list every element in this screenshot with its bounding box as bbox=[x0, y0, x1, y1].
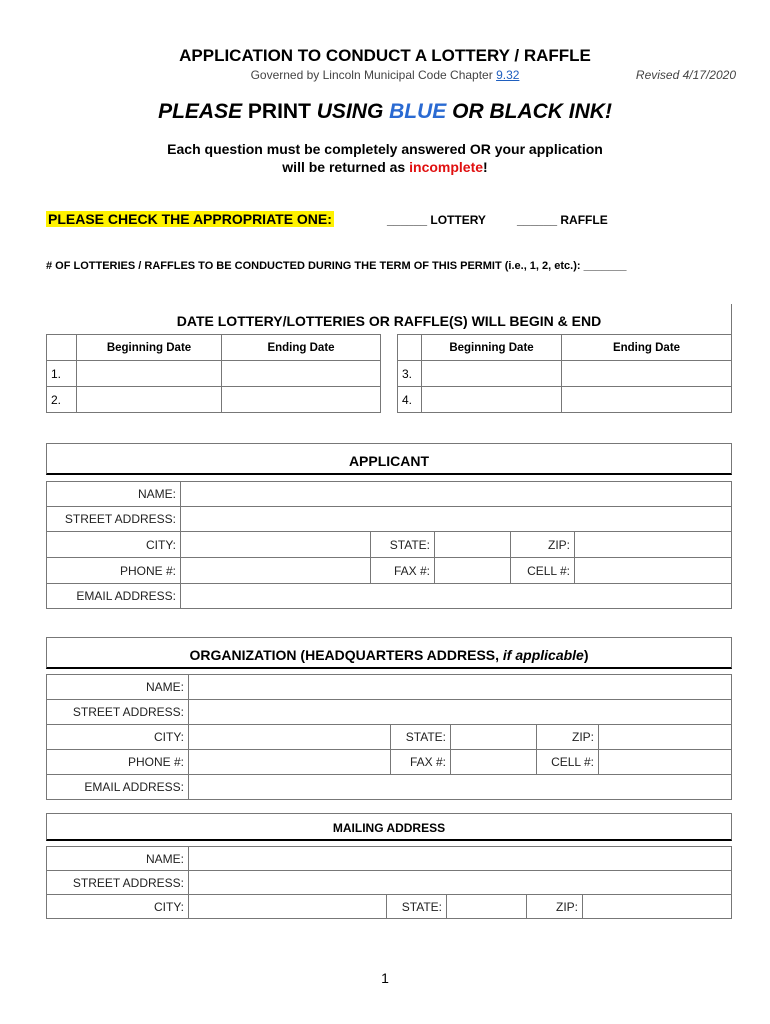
applicant-state-label: STATE: bbox=[371, 532, 435, 558]
org-cell-field[interactable] bbox=[599, 750, 732, 775]
notice-line2-suffix: ! bbox=[483, 159, 488, 175]
end-date-field[interactable] bbox=[562, 361, 732, 387]
begin-date-field[interactable] bbox=[422, 361, 562, 387]
mail-name-label: NAME: bbox=[47, 847, 189, 871]
mailing-title: MAILING ADDRESS bbox=[332, 821, 446, 835]
organization-title-end: ) bbox=[583, 647, 589, 663]
count-question[interactable]: # OF LOTTERIES / RAFFLES TO BE CONDUCTED DURING THE TERM OF THIS PERMIT (i.e., 1, 2, etc.): _______ bbox=[46, 260, 627, 272]
revision-date: Revised 4/17/2020 bbox=[635, 68, 736, 82]
org-name-field[interactable] bbox=[189, 675, 732, 700]
notice-line1: Each question must be completely answered OR your application bbox=[167, 141, 603, 157]
applicant-zip-label: ZIP: bbox=[511, 532, 575, 558]
end-date-field[interactable] bbox=[562, 387, 732, 413]
org-email-label: EMAIL ADDRESS: bbox=[47, 775, 189, 800]
begin-date-field[interactable] bbox=[77, 361, 222, 387]
org-city-field[interactable] bbox=[189, 725, 391, 750]
table-row bbox=[47, 361, 381, 387]
end-date-field[interactable] bbox=[222, 387, 381, 413]
dates-divider bbox=[731, 304, 732, 334]
org-zip-field[interactable] bbox=[599, 725, 732, 750]
org-cell-label: CELL #: bbox=[537, 750, 599, 775]
dates-table-left bbox=[46, 334, 381, 413]
org-city-label: CITY: bbox=[47, 725, 189, 750]
applicant-street-label: STREET ADDRESS: bbox=[47, 507, 181, 532]
applicant-cell-label: CELL #: bbox=[511, 558, 575, 584]
org-email-field[interactable] bbox=[189, 775, 732, 800]
org-zip-label: ZIP: bbox=[537, 725, 599, 750]
ink-rest: OR BLACK INK! bbox=[446, 100, 612, 123]
applicant-city-field[interactable] bbox=[181, 532, 371, 558]
org-fax-field[interactable] bbox=[451, 750, 537, 775]
governing-code-text: Governed by Lincoln Municipal Code Chapter bbox=[250, 68, 497, 82]
mail-zip-label: ZIP: bbox=[527, 895, 583, 919]
mail-state-field[interactable] bbox=[447, 895, 527, 919]
dates-index-header bbox=[47, 335, 77, 361]
begin-date-field[interactable] bbox=[77, 387, 222, 413]
row-index: 3. bbox=[398, 361, 422, 387]
applicant-street-field[interactable] bbox=[181, 507, 732, 532]
org-state-field[interactable] bbox=[451, 725, 537, 750]
code-chapter-link[interactable]: 9.32 bbox=[496, 68, 520, 82]
org-phone-label: PHONE #: bbox=[47, 750, 189, 775]
organization-header-box bbox=[46, 637, 732, 669]
org-phone-field[interactable] bbox=[189, 750, 391, 775]
form-title: APPLICATION TO CONDUCT A LOTTERY / RAFFLE bbox=[179, 46, 591, 65]
applicant-cell-field[interactable] bbox=[575, 558, 732, 584]
applicant-state-field[interactable] bbox=[435, 532, 511, 558]
applicant-phone-field[interactable] bbox=[181, 558, 371, 584]
applicant-name-field[interactable] bbox=[181, 482, 732, 507]
applicant-table bbox=[46, 481, 732, 609]
applicant-email-label: EMAIL ADDRESS: bbox=[47, 584, 181, 609]
organization-table bbox=[46, 674, 732, 800]
row-index: 4. bbox=[398, 387, 422, 413]
begin-date-header: Beginning Date bbox=[422, 335, 562, 361]
applicant-fax-label: FAX #: bbox=[371, 558, 435, 584]
applicant-header-box bbox=[46, 443, 732, 475]
applicant-city-label: CITY: bbox=[47, 532, 181, 558]
ink-notice bbox=[0, 100, 770, 124]
check-label: PLEASE CHECK THE APPROPRIATE ONE: bbox=[48, 211, 332, 227]
org-state-label: STATE: bbox=[391, 725, 451, 750]
organization-title-main: ORGANIZATION (HEADQUARTERS ADDRESS, bbox=[189, 647, 503, 663]
organization-title bbox=[47, 647, 731, 663]
incomplete-word: incomplete bbox=[409, 159, 484, 175]
applicant-zip-field[interactable] bbox=[575, 532, 732, 558]
applicant-email-field[interactable] bbox=[181, 584, 732, 609]
begin-date-header: Beginning Date bbox=[77, 335, 222, 361]
organization-title-italic: if applicable bbox=[502, 647, 584, 663]
end-date-field[interactable] bbox=[222, 361, 381, 387]
raffle-check[interactable]: ______ RAFFLE bbox=[517, 213, 608, 227]
ink-print: PRINT bbox=[242, 100, 317, 123]
table-row bbox=[398, 387, 732, 413]
mailing-header-box bbox=[46, 813, 732, 841]
ink-blue: BLUE bbox=[389, 100, 447, 123]
mail-city-field[interactable] bbox=[189, 895, 387, 919]
ink-using: USING bbox=[316, 100, 390, 123]
table-row bbox=[47, 387, 381, 413]
org-street-field[interactable] bbox=[189, 700, 732, 725]
applicant-name-label: NAME: bbox=[47, 482, 181, 507]
mail-street-label: STREET ADDRESS: bbox=[47, 871, 189, 895]
org-name-label: NAME: bbox=[47, 675, 189, 700]
notice-line2 bbox=[0, 158, 770, 176]
mail-street-field[interactable] bbox=[189, 871, 732, 895]
mail-city-label: CITY: bbox=[47, 895, 189, 919]
applicant-title: APPLICANT bbox=[348, 453, 430, 469]
page-number: 1 bbox=[381, 970, 389, 986]
mailing-table bbox=[46, 846, 732, 919]
dates-table-right bbox=[397, 334, 732, 413]
lottery-check[interactable]: ______ LOTTERY bbox=[387, 213, 486, 227]
dates-section-title: DATE LOTTERY/LOTTERIES OR RAFFLE(S) WILL BEGIN & END bbox=[176, 313, 602, 329]
mail-name-field[interactable] bbox=[189, 847, 732, 871]
notice-line2-prefix: will be returned as bbox=[282, 159, 410, 175]
org-street-label: STREET ADDRESS: bbox=[47, 700, 189, 725]
completion-notice bbox=[0, 140, 770, 176]
row-index: 2. bbox=[47, 387, 77, 413]
mail-state-label: STATE: bbox=[387, 895, 447, 919]
end-date-header: Ending Date bbox=[562, 335, 732, 361]
ink-please: PLEASE bbox=[158, 100, 243, 123]
org-fax-label: FAX #: bbox=[391, 750, 451, 775]
end-date-header: Ending Date bbox=[222, 335, 381, 361]
applicant-fax-field[interactable] bbox=[435, 558, 511, 584]
table-row bbox=[398, 361, 732, 387]
applicant-phone-label: PHONE #: bbox=[47, 558, 181, 584]
begin-date-field[interactable] bbox=[422, 387, 562, 413]
row-index: 1. bbox=[47, 361, 77, 387]
mail-zip-field[interactable] bbox=[583, 895, 732, 919]
dates-index-header bbox=[398, 335, 422, 361]
